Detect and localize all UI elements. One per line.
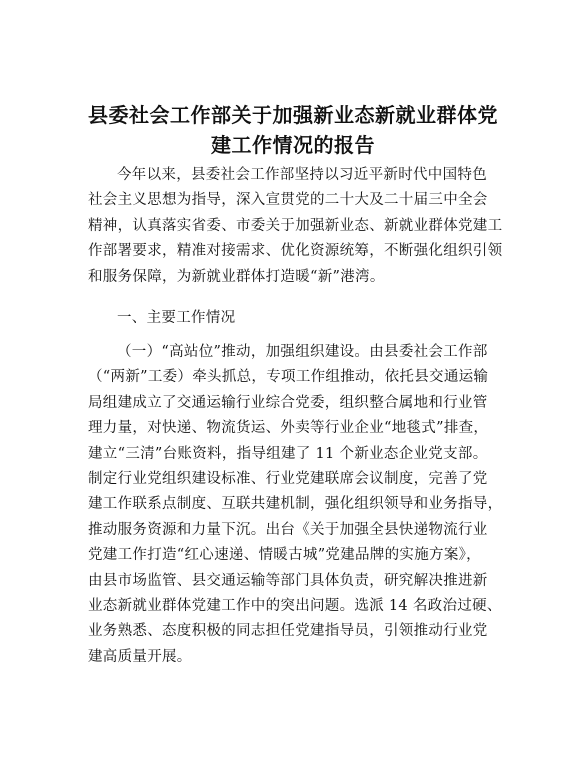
report-title [60,100,526,160]
section-heading [88,306,508,331]
title-line-2: 建工作情况的报告 [211,133,375,157]
intro-line: 今年以来，县委社会工作部坚持以习近平新时代中国特色 [117,167,487,183]
section-1-line: 推动服务资源和力量下沉。出台《关于加强全县快递物流行业 [88,521,488,538]
section-1-line: 理力量，对快递、物流货运、外卖等行业企业“地毯式”排查， [88,420,489,437]
section-1-line: 党建工作打造“红心速递、情暖古城”党建品牌的实施方案》， [88,547,481,564]
section-1-line: 制定行业党组织建设标准、行业党建联席会议制度，完善了党 [88,471,488,488]
section-1-paragraph [88,340,508,670]
title-line-1: 县委社会工作部关于加强新业态新就业群体党 [88,103,498,127]
section-1-line: 由县市场监管、县交通运输等部门具体负责，研究解决推进新 [88,572,488,589]
intro-line: 精神，认真落实省委、市委关于加强新业态、新就业群体党建工 [88,217,503,234]
intro-line: 作部署要求，精准对接需求、优化资源统筹，不断强化组织引领 [88,243,503,260]
intro-line: 和服务保障，为新就业群体打造暖“新”港湾。 [88,268,385,285]
section-1-line: 业态新就业群体党建工作中的突出问题。选派 14 名政治过硬、 [88,598,502,615]
section-1-line: 业务熟悉、态度积极的同志担任党建指导员，引领推动行业党 [88,623,488,640]
section-heading-text: 一、主要工作情况 [117,310,236,326]
section-1-line: 建工作联系点制度、互联共建机制，强化组织领导和业务指导， [88,496,503,513]
section-1-line: 局组建成立了交通运输行业综合党委，组织整合属地和行业管 [88,394,488,411]
section-1-line: 建立“三清”台账资料，指导组建了 11 个新业态企业党支部。 [88,445,488,462]
section-1-line: （一）“高站位”推动，加强组织建设。由县委社会工作部 [117,344,488,360]
intro-paragraph [88,163,508,290]
section-1-line: （“两新”工委）牵头抓总，专项工作组推动，依托县交通运输 [88,369,489,386]
intro-line: 社会主义思想为指导，深入宣贯党的二十大及二十届三中全会 [88,192,488,209]
section-1-line: 建高质量开展。 [88,648,192,665]
